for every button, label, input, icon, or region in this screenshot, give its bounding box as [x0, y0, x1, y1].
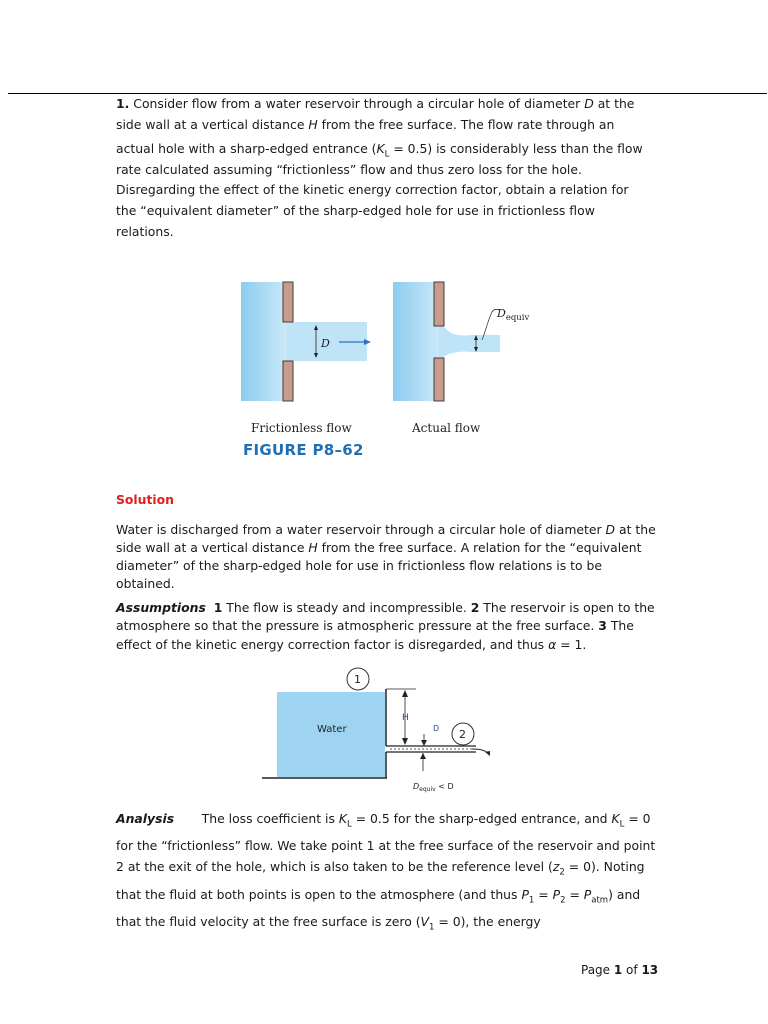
- problem-line-text: rate calculated assuming “frictionless” flow and thus zero loss for the hole.: [116, 161, 582, 177]
- problem-line: [116, 139, 656, 160]
- reservoir-water-right: [393, 282, 439, 401]
- figure-caption: FIGURE P8–62: [243, 441, 364, 459]
- variable: V: [420, 914, 430, 930]
- page-total: 13: [641, 963, 659, 977]
- wall-upper-right: [434, 282, 444, 326]
- section-label: Analysis: [116, 811, 175, 826]
- variable: H: [308, 116, 318, 132]
- variable: z: [552, 859, 560, 875]
- page-current: 1: [613, 963, 623, 977]
- problem-line: [116, 115, 656, 136]
- problem-line-text: side wall at a vertical distance H from the free surface. The flow rate through an: [116, 116, 615, 132]
- subscript: L: [384, 149, 390, 160]
- assumptions-text: Assumptions 1 The flow is steady and incompressible. 2 The reservoir is open to the atmosphere so that the pressure is atmospheric pressure at the free surface. 3 The effect of the kinetic energy correction factor is disregarded, and thus α = 1.: [116, 600, 655, 652]
- h-label: H: [402, 713, 409, 723]
- dequiv-relation: [413, 782, 454, 793]
- dequiv-sub: equiv: [505, 313, 530, 323]
- problem-line: [116, 160, 656, 181]
- dequiv-arrow-head: [420, 753, 426, 759]
- dequiv-relation-sub: equiv: [419, 786, 436, 793]
- actual-flow-label: Actual flow: [412, 421, 481, 435]
- subscript: 2: [560, 895, 566, 906]
- variable: K: [338, 811, 348, 826]
- jet-actual: [439, 322, 500, 361]
- dequiv-main: D: [497, 307, 506, 320]
- subscript: 1: [528, 895, 535, 906]
- variable: H: [308, 540, 318, 555]
- d-label-schematic: D: [433, 724, 440, 733]
- h-arrow-down: [402, 738, 408, 745]
- problem-number: 1.: [116, 96, 130, 111]
- problem-line-text: the “equivalent diameter” of the sharp-edged hole for use in frictionless flow: [116, 202, 595, 218]
- variable: P: [583, 886, 592, 902]
- problem-line: [116, 94, 656, 115]
- solution-intro: [116, 521, 656, 593]
- figure-p8-62: [236, 280, 546, 465]
- variable: P: [521, 886, 529, 902]
- problem-line-text: relations.: [116, 223, 174, 239]
- solution-intro-text: Water is discharged from a water reservoir through a circular hole of diameter D at the side wall at a vertical distance H from the free surface. A relation for the “equivalent diameter” of the sharp-edged hole for use in frictionless flow relations is to be obtained.: [116, 522, 656, 591]
- dequiv-relation-tail: < D: [435, 782, 454, 791]
- variable: D: [605, 522, 616, 537]
- page-middle: of: [622, 963, 642, 977]
- item-number: 3: [598, 618, 607, 634]
- d-arrow-head: [421, 740, 427, 746]
- variable: α: [548, 636, 557, 652]
- page-prefix: Page: [581, 963, 614, 977]
- problem-line: [116, 222, 656, 243]
- problem-line: [116, 180, 656, 201]
- subscript: L: [347, 819, 352, 830]
- subscript: L: [619, 819, 625, 830]
- wall-lower-right: [434, 358, 444, 401]
- solution-heading: Solution: [116, 492, 175, 507]
- assumptions-paragraph: [116, 599, 656, 654]
- item-number: 1: [213, 600, 223, 615]
- flow-arrow-head: [364, 339, 371, 345]
- problem-line-text: Consider flow from a water reservoir through a circular hole of diameter D at the: [133, 96, 635, 111]
- frictionless-flow-label: Frictionless flow: [251, 421, 352, 435]
- dequiv-relation-main: D: [413, 782, 420, 791]
- variable: K: [611, 811, 620, 826]
- subscript: 2: [559, 867, 565, 878]
- problem-line-text: Disregarding the effect of the kinetic energy correction factor, obtain a relation for: [116, 182, 629, 198]
- variable: D: [584, 96, 594, 111]
- item-number: 2: [470, 600, 480, 615]
- wall-upper-left: [283, 282, 293, 322]
- analysis-paragraph: [116, 808, 656, 939]
- problem-statement: [116, 94, 656, 242]
- variable: P: [552, 886, 561, 902]
- h-arrow-up: [402, 690, 408, 697]
- dequiv-label: [496, 307, 529, 323]
- water-label: Water: [317, 724, 347, 735]
- problem-line-text: actual hole with a sharp-edged entrance $(K_L = 0.5)$ is considerably less than the flow: [116, 141, 643, 160]
- subscript: 1: [429, 922, 435, 933]
- wall-lower-left: [283, 361, 293, 401]
- reservoir-schematic: [258, 664, 498, 794]
- point-1-label: 1: [354, 673, 361, 686]
- reservoir-water-left: [241, 282, 287, 401]
- d-label: D: [321, 337, 330, 350]
- problem-line: [116, 201, 656, 222]
- point-2-label: 2: [459, 728, 466, 741]
- section-label: Assumptions: [116, 600, 206, 615]
- subscript: atm: [591, 895, 609, 906]
- analysis-text: Analysis The loss coefficient is $K_L = 0.5$ for the sharp-edged entrance, and $K_L = 0$ for the “frictionless” flow. We take point 1 at the free surface of the reservoir and point 2 at the exit of the hole, which is also taken to be the reference level $(z_2 = 0)$. Noting that the fluid at both points is open to the atmosphere (and thus $P_1 = P_2 = P_{atm}$) and that the fluid velocity at the free surface is zero $(V_1 = 0)$, the energy: [116, 811, 656, 933]
- variable: K: [376, 141, 385, 157]
- page-number: [581, 963, 658, 977]
